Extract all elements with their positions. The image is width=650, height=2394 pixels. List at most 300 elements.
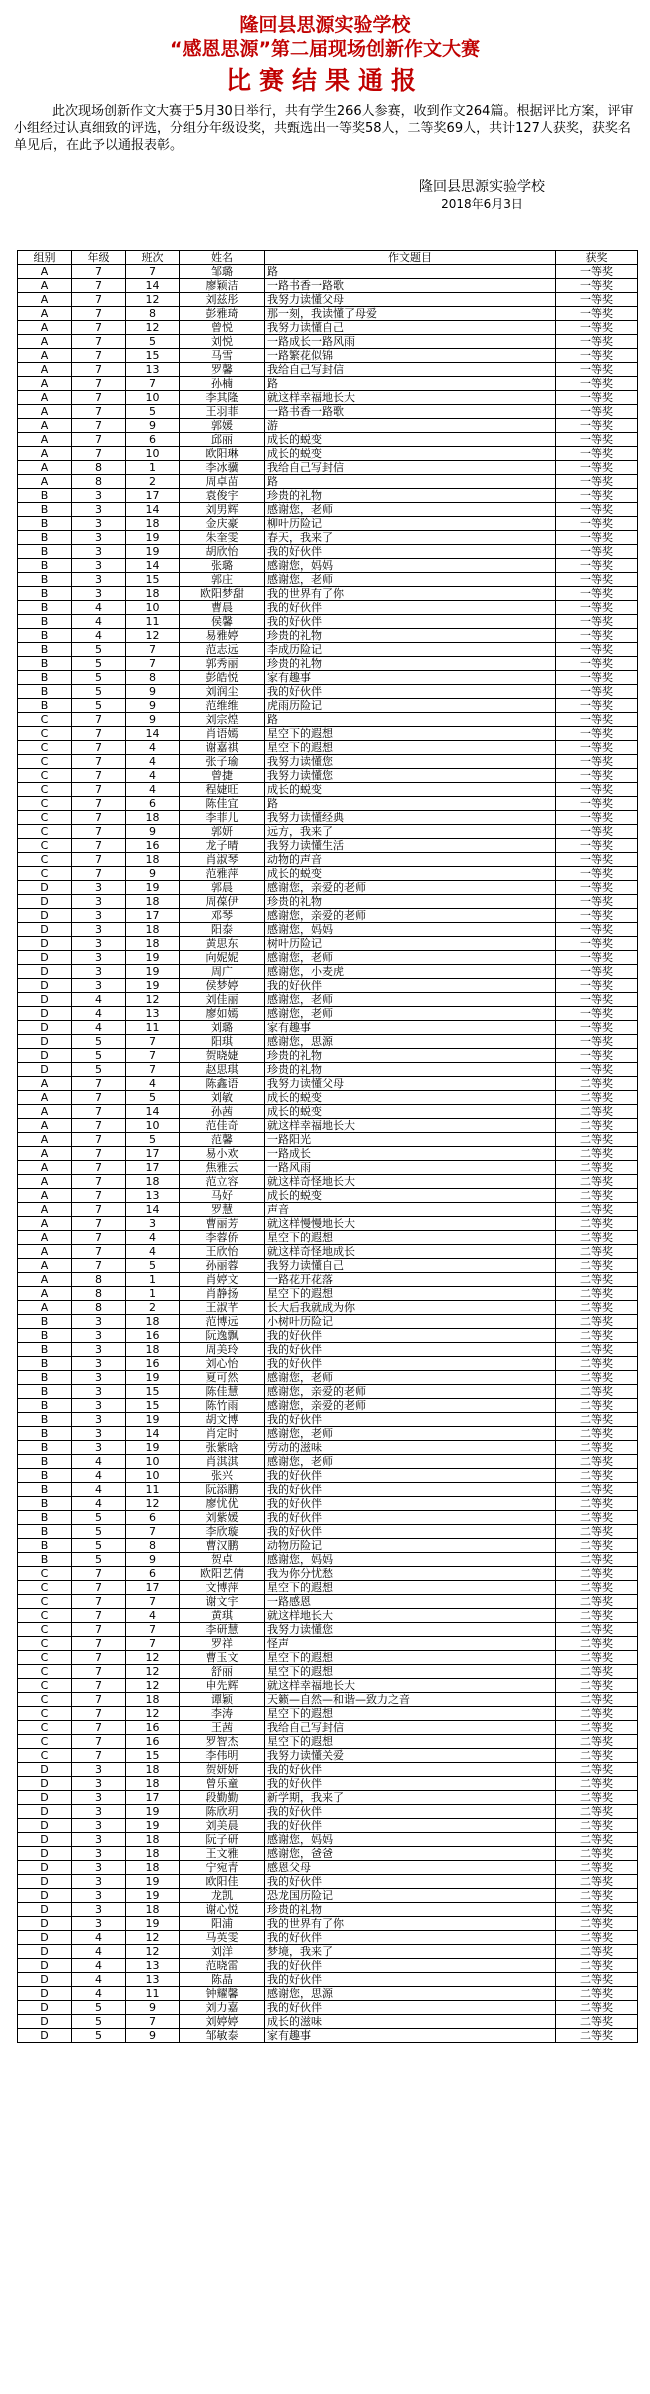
table-row [18, 1049, 638, 1063]
award-cell: 一等奖 [556, 307, 638, 321]
class-cell: 8 [126, 1539, 180, 1553]
table-row [18, 335, 638, 349]
essay-title-cell: 我的好伙伴 [265, 1343, 556, 1357]
results-table [17, 250, 638, 2043]
group-cell: B [18, 1539, 72, 1553]
student-name-cell: 易雅婷 [180, 629, 265, 643]
grade-cell: 3 [72, 1805, 126, 1819]
group-cell: D [18, 993, 72, 1007]
essay-title-cell: 一路繁花似锦 [265, 349, 556, 363]
class-cell: 14 [126, 559, 180, 573]
table-row [18, 475, 638, 489]
essay-title-cell: 我的好伙伴 [265, 1469, 556, 1483]
student-name-cell: 马好 [180, 1189, 265, 1203]
grade-cell: 3 [72, 559, 126, 573]
group-cell: D [18, 1861, 72, 1875]
student-name-cell: 肖淑琴 [180, 853, 265, 867]
student-name-cell: 陈佳慧 [180, 1385, 265, 1399]
award-cell: 二等奖 [556, 1693, 638, 1707]
essay-title-cell: 星空下的遐想 [265, 1707, 556, 1721]
essay-title-cell: 感谢您，思源 [265, 1987, 556, 2001]
grade-cell: 7 [72, 825, 126, 839]
class-cell: 11 [126, 1021, 180, 1035]
student-name-cell: 郭庄 [180, 573, 265, 587]
student-name-cell: 刘润尘 [180, 685, 265, 699]
column-header-grade: 年级 [72, 251, 126, 265]
date: 2018年6月3日 [441, 197, 523, 211]
signature: 隆回县思源实验学校 [419, 179, 545, 195]
grade-cell: 4 [72, 629, 126, 643]
student-name-cell: 李涛 [180, 1707, 265, 1721]
table-row [18, 1427, 638, 1441]
group-cell: C [18, 853, 72, 867]
student-name-cell: 孙楠 [180, 377, 265, 391]
award-cell: 一等奖 [556, 517, 638, 531]
student-name-cell: 曹玉文 [180, 1651, 265, 1665]
group-cell: C [18, 713, 72, 727]
award-cell: 二等奖 [556, 1287, 638, 1301]
group-cell: A [18, 405, 72, 419]
award-cell: 一等奖 [556, 811, 638, 825]
class-cell: 9 [126, 713, 180, 727]
grade-cell: 7 [72, 1119, 126, 1133]
table-row [18, 993, 638, 1007]
group-cell: B [18, 1371, 72, 1385]
table-row [18, 2015, 638, 2029]
grade-cell: 3 [72, 531, 126, 545]
award-cell: 一等奖 [556, 447, 638, 461]
table-row [18, 1203, 638, 1217]
class-cell: 12 [126, 1665, 180, 1679]
essay-title-cell: 我为你分忧愁 [265, 1567, 556, 1581]
essay-title-cell: 动物历险记 [265, 1539, 556, 1553]
group-cell: B [18, 517, 72, 531]
grade-cell: 3 [72, 1791, 126, 1805]
grade-cell: 3 [72, 951, 126, 965]
class-cell: 13 [126, 1973, 180, 1987]
grade-cell: 4 [72, 1483, 126, 1497]
grade-cell: 7 [72, 447, 126, 461]
class-cell: 11 [126, 1483, 180, 1497]
student-name-cell: 廖忧优 [180, 1497, 265, 1511]
student-name-cell: 谢心悦 [180, 1903, 265, 1917]
class-cell: 12 [126, 293, 180, 307]
grade-cell: 7 [72, 1651, 126, 1665]
essay-title-cell: 虎雨历险记 [265, 699, 556, 713]
group-cell: C [18, 839, 72, 853]
award-cell: 二等奖 [556, 1525, 638, 1539]
class-cell: 2 [126, 1301, 180, 1315]
group-cell: B [18, 1525, 72, 1539]
table-row [18, 1385, 638, 1399]
group-cell: D [18, 1889, 72, 1903]
award-cell: 二等奖 [556, 2001, 638, 2015]
class-cell: 8 [126, 671, 180, 685]
class-cell: 14 [126, 279, 180, 293]
table-row [18, 587, 638, 601]
essay-title-cell: 路 [265, 265, 556, 279]
table-row [18, 825, 638, 839]
table-row [18, 951, 638, 965]
table-row [18, 391, 638, 405]
column-header-award: 获奖 [556, 251, 638, 265]
student-name-cell: 王文雅 [180, 1847, 265, 1861]
table-row [18, 1987, 638, 2001]
group-cell: A [18, 447, 72, 461]
grade-cell: 3 [72, 965, 126, 979]
grade-cell: 7 [72, 1581, 126, 1595]
student-name-cell: 范立容 [180, 1175, 265, 1189]
grade-cell: 7 [72, 1637, 126, 1651]
group-cell: C [18, 1721, 72, 1735]
table-row [18, 1357, 638, 1371]
essay-title-cell: 我努力读懂您 [265, 755, 556, 769]
table-row [18, 293, 638, 307]
award-cell: 二等奖 [556, 1315, 638, 1329]
group-cell: B [18, 1427, 72, 1441]
student-name-cell: 周卓苗 [180, 475, 265, 489]
class-cell: 18 [126, 853, 180, 867]
grade-cell: 3 [72, 1847, 126, 1861]
award-cell: 二等奖 [556, 1091, 638, 1105]
class-cell: 17 [126, 1161, 180, 1175]
group-cell: A [18, 363, 72, 377]
award-cell: 二等奖 [556, 1329, 638, 1343]
essay-title-cell: 感谢您，亲爱的老师 [265, 1399, 556, 1413]
grade-cell: 7 [72, 1231, 126, 1245]
grade-cell: 7 [72, 1147, 126, 1161]
essay-title-cell: 一路书香一路歌 [265, 405, 556, 419]
grade-cell: 3 [72, 1833, 126, 1847]
group-cell: B [18, 1399, 72, 1413]
class-cell: 14 [126, 1105, 180, 1119]
grade-cell: 7 [72, 1679, 126, 1693]
essay-title-cell: 我的好伙伴 [265, 2001, 556, 2015]
table-row [18, 727, 638, 741]
award-cell: 一等奖 [556, 713, 638, 727]
award-cell: 二等奖 [556, 1343, 638, 1357]
class-cell: 17 [126, 1581, 180, 1595]
table-row [18, 1175, 638, 1189]
student-name-cell: 侯梦婷 [180, 979, 265, 993]
essay-title-cell: 远方，我来了 [265, 825, 556, 839]
class-cell: 12 [126, 1651, 180, 1665]
table-row [18, 741, 638, 755]
class-cell: 16 [126, 1721, 180, 1735]
contest-title: “感恩思源”第二届现场创新作文大赛 [170, 38, 480, 60]
group-cell: C [18, 727, 72, 741]
grade-cell: 7 [72, 1693, 126, 1707]
group-cell: B [18, 1483, 72, 1497]
class-cell: 18 [126, 1903, 180, 1917]
award-cell: 一等奖 [556, 909, 638, 923]
group-cell: A [18, 475, 72, 489]
award-cell: 二等奖 [556, 1763, 638, 1777]
class-cell: 19 [126, 979, 180, 993]
class-cell: 19 [126, 1441, 180, 1455]
table-row [18, 531, 638, 545]
essay-title-cell: 一路风雨 [265, 1161, 556, 1175]
award-cell: 二等奖 [556, 1511, 638, 1525]
essay-title-cell: 我的好伙伴 [265, 979, 556, 993]
class-cell: 8 [126, 307, 180, 321]
essay-title-cell: 我的好伙伴 [265, 1875, 556, 1889]
class-cell: 15 [126, 1749, 180, 1763]
essay-title-cell: 我的好伙伴 [265, 1973, 556, 1987]
student-name-cell: 范雅萍 [180, 867, 265, 881]
grade-cell: 3 [72, 503, 126, 517]
class-cell: 18 [126, 517, 180, 531]
essay-title-cell: 感谢您，爸爸 [265, 1847, 556, 1861]
grade-cell: 7 [72, 755, 126, 769]
table-row [18, 1847, 638, 1861]
student-name-cell: 李冰骥 [180, 461, 265, 475]
grade-cell: 3 [72, 1441, 126, 1455]
award-cell: 一等奖 [556, 279, 638, 293]
grade-cell: 7 [72, 727, 126, 741]
class-cell: 6 [126, 797, 180, 811]
award-cell: 一等奖 [556, 1035, 638, 1049]
essay-title-cell: 路 [265, 475, 556, 489]
award-cell: 二等奖 [556, 1553, 638, 1567]
essay-title-cell: 柳叶历险记 [265, 517, 556, 531]
award-cell: 一等奖 [556, 1049, 638, 1063]
award-cell: 二等奖 [556, 1609, 638, 1623]
group-cell: D [18, 1063, 72, 1077]
class-cell: 18 [126, 1175, 180, 1189]
grade-cell: 7 [72, 1077, 126, 1091]
student-name-cell: 向妮妮 [180, 951, 265, 965]
essay-title-cell: 成长的蜕变 [265, 447, 556, 461]
group-cell: D [18, 1049, 72, 1063]
table-row [18, 1623, 638, 1637]
table-row [18, 601, 638, 615]
class-cell: 7 [126, 1035, 180, 1049]
award-cell: 二等奖 [556, 1483, 638, 1497]
grade-cell: 7 [72, 741, 126, 755]
student-name-cell: 彭皓悦 [180, 671, 265, 685]
student-name-cell: 张兴 [180, 1469, 265, 1483]
essay-title-cell: 我的好伙伴 [265, 1777, 556, 1791]
grade-cell: 4 [72, 1007, 126, 1021]
grade-cell: 3 [72, 1875, 126, 1889]
class-cell: 14 [126, 1427, 180, 1441]
student-name-cell: 刘佳丽 [180, 993, 265, 1007]
class-cell: 7 [126, 657, 180, 671]
grade-cell: 4 [72, 615, 126, 629]
grade-cell: 4 [72, 993, 126, 1007]
student-name-cell: 谭颖 [180, 1693, 265, 1707]
student-name-cell: 刘心怡 [180, 1357, 265, 1371]
student-name-cell: 易小欢 [180, 1147, 265, 1161]
student-name-cell: 周广 [180, 965, 265, 979]
table-row [18, 1679, 638, 1693]
grade-cell: 3 [72, 1385, 126, 1399]
class-cell: 18 [126, 1763, 180, 1777]
group-cell: B [18, 615, 72, 629]
class-cell: 9 [126, 1553, 180, 1567]
grade-cell: 3 [72, 1315, 126, 1329]
student-name-cell: 黄琪 [180, 1609, 265, 1623]
award-cell: 一等奖 [556, 363, 638, 377]
class-cell: 13 [126, 1959, 180, 1973]
group-cell: B [18, 1511, 72, 1525]
class-cell: 9 [126, 419, 180, 433]
student-name-cell: 刘洋 [180, 1945, 265, 1959]
group-cell: C [18, 1651, 72, 1665]
essay-title-cell: 春天，我来了 [265, 531, 556, 545]
student-name-cell: 范馨 [180, 1133, 265, 1147]
award-cell: 二等奖 [556, 1973, 638, 1987]
essay-title-cell: 我努力读懂自己 [265, 321, 556, 335]
award-cell: 二等奖 [556, 1413, 638, 1427]
award-cell: 二等奖 [556, 1245, 638, 1259]
student-name-cell: 夏可然 [180, 1371, 265, 1385]
class-cell: 18 [126, 1343, 180, 1357]
class-cell: 16 [126, 1329, 180, 1343]
award-cell: 一等奖 [556, 783, 638, 797]
table-row [18, 867, 638, 881]
student-name-cell: 刘敏 [180, 1091, 265, 1105]
class-cell: 9 [126, 825, 180, 839]
essay-title-cell: 珍贵的礼物 [265, 489, 556, 503]
student-name-cell: 张子瑜 [180, 755, 265, 769]
class-cell: 7 [126, 265, 180, 279]
table-row [18, 1609, 638, 1623]
award-cell: 二等奖 [556, 1637, 638, 1651]
award-cell: 二等奖 [556, 1623, 638, 1637]
group-cell: A [18, 1189, 72, 1203]
student-name-cell: 刘璐 [180, 1021, 265, 1035]
student-name-cell: 陈鑫语 [180, 1077, 265, 1091]
essay-title-cell: 星空下的遐想 [265, 1581, 556, 1595]
grade-cell: 3 [72, 573, 126, 587]
class-cell: 6 [126, 1511, 180, 1525]
student-name-cell: 欧阳梦甜 [180, 587, 265, 601]
essay-title-cell: 我努力读懂父母 [265, 1077, 556, 1091]
student-name-cell: 孙丽蓉 [180, 1259, 265, 1273]
table-row [18, 1147, 638, 1161]
class-cell: 13 [126, 1007, 180, 1021]
award-cell: 一等奖 [556, 671, 638, 685]
grade-cell: 3 [72, 895, 126, 909]
student-name-cell: 黄思东 [180, 937, 265, 951]
student-name-cell: 王欣怡 [180, 1245, 265, 1259]
table-row [18, 1119, 638, 1133]
student-name-cell: 曾悦 [180, 321, 265, 335]
grade-cell: 7 [72, 279, 126, 293]
award-cell: 一等奖 [556, 265, 638, 279]
award-cell: 一等奖 [556, 923, 638, 937]
student-name-cell: 刘宗煌 [180, 713, 265, 727]
grade-cell: 7 [72, 1707, 126, 1721]
table-row [18, 1567, 638, 1581]
group-cell: A [18, 377, 72, 391]
group-cell: A [18, 1175, 72, 1189]
student-name-cell: 曾捷 [180, 769, 265, 783]
award-cell: 二等奖 [556, 1203, 638, 1217]
grade-cell: 7 [72, 1161, 126, 1175]
essay-title-cell: 就这样慢慢地长大 [265, 1217, 556, 1231]
class-cell: 5 [126, 1091, 180, 1105]
essay-title-cell: 成长的蜕变 [265, 1105, 556, 1119]
essay-title-cell: 路 [265, 797, 556, 811]
group-cell: C [18, 1735, 72, 1749]
class-cell: 14 [126, 727, 180, 741]
table-row [18, 881, 638, 895]
grade-cell: 3 [72, 1413, 126, 1427]
table-row [18, 559, 638, 573]
group-cell: A [18, 1231, 72, 1245]
essay-title-cell: 感谢您，老师 [265, 951, 556, 965]
grade-cell: 3 [72, 1777, 126, 1791]
grade-cell: 7 [72, 1665, 126, 1679]
class-cell: 6 [126, 1567, 180, 1581]
class-cell: 15 [126, 349, 180, 363]
student-name-cell: 陈佳宜 [180, 797, 265, 811]
class-cell: 1 [126, 461, 180, 475]
group-cell: D [18, 1903, 72, 1917]
group-cell: A [18, 1119, 72, 1133]
table-row [18, 503, 638, 517]
group-cell: A [18, 321, 72, 335]
table-row [18, 1917, 638, 1931]
essay-title-cell: 声音 [265, 1203, 556, 1217]
class-cell: 7 [126, 1623, 180, 1637]
award-cell: 二等奖 [556, 1469, 638, 1483]
grade-cell: 7 [72, 867, 126, 881]
award-cell: 二等奖 [556, 1539, 638, 1553]
table-row [18, 545, 638, 559]
student-name-cell: 胡欣怡 [180, 545, 265, 559]
award-cell: 二等奖 [556, 1721, 638, 1735]
group-cell: B [18, 573, 72, 587]
table-row [18, 419, 638, 433]
table-row [18, 965, 638, 979]
essay-title-cell: 恐龙国历险记 [265, 1889, 556, 1903]
student-name-cell: 陈欣玥 [180, 1805, 265, 1819]
award-cell: 一等奖 [556, 727, 638, 741]
table-row [18, 1693, 638, 1707]
student-name-cell: 朱奎雯 [180, 531, 265, 545]
table-row [18, 279, 638, 293]
student-name-cell: 曹汉鹏 [180, 1539, 265, 1553]
grade-cell: 7 [72, 1203, 126, 1217]
grade-cell: 7 [72, 839, 126, 853]
class-cell: 7 [126, 1063, 180, 1077]
award-cell: 二等奖 [556, 1735, 638, 1749]
table-row [18, 1287, 638, 1301]
table-row [18, 1721, 638, 1735]
award-cell: 二等奖 [556, 1385, 638, 1399]
grade-cell: 7 [72, 349, 126, 363]
essay-title-cell: 劳动的滋味 [265, 1441, 556, 1455]
group-cell: D [18, 1973, 72, 1987]
table-row [18, 461, 638, 475]
class-cell: 18 [126, 811, 180, 825]
essay-title-cell: 星空下的遐想 [265, 1287, 556, 1301]
award-cell: 一等奖 [556, 293, 638, 307]
award-cell: 二等奖 [556, 1777, 638, 1791]
class-cell: 19 [126, 1413, 180, 1427]
student-name-cell: 邹璐 [180, 265, 265, 279]
class-cell: 11 [126, 615, 180, 629]
award-cell: 二等奖 [556, 1217, 638, 1231]
award-cell: 二等奖 [556, 1805, 638, 1819]
student-name-cell: 申先辉 [180, 1679, 265, 1693]
grade-cell: 3 [72, 1889, 126, 1903]
student-name-cell: 曾乐童 [180, 1777, 265, 1791]
